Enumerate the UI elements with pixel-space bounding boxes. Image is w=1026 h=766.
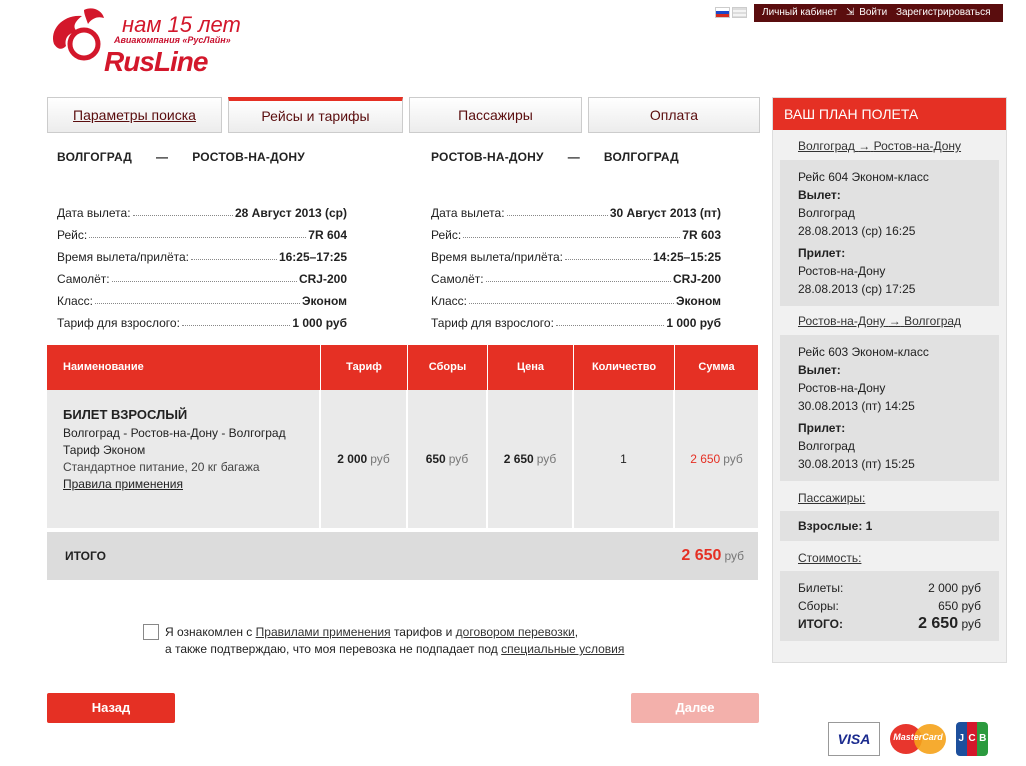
tab-flights-fares[interactable]: Рейсы и тарифы — [228, 97, 403, 133]
order-table — [47, 345, 758, 580]
login-icon: ⇲ — [846, 7, 855, 18]
detail-label: Тариф для взрослого: — [57, 316, 180, 330]
cost-total-label: ИТОГО: — [798, 617, 843, 631]
total-row — [47, 532, 758, 580]
detail-label: Класс: — [431, 294, 467, 308]
detail-value: 1 000 руб — [666, 316, 721, 330]
agreement-checkbox[interactable] — [143, 624, 159, 640]
step-tabs — [47, 97, 760, 133]
plan-leg2-link[interactable]: Ростов-на-Дону → Волгоград — [798, 314, 962, 328]
detail-row — [57, 242, 347, 264]
cost-row — [798, 579, 981, 597]
plan-passengers-link[interactable]: Пассажиры: — [798, 491, 866, 505]
cost-total-value: 2 650 — [918, 615, 959, 632]
outbound-flight-details — [57, 150, 347, 330]
agree-text-1: Я ознакомлен с — [165, 625, 253, 639]
detail-value: CRJ-200 — [298, 272, 347, 286]
russian-flag-icon[interactable] — [715, 7, 730, 18]
agreement — [143, 624, 624, 658]
detail-value: CRJ-200 — [672, 272, 721, 286]
leg-flight: Рейс 603 Эконом-класс — [798, 345, 929, 359]
detail-value: 14:25–15:25 — [652, 250, 721, 264]
table-header — [47, 345, 758, 390]
item-route: Волгоград - Ростов-на-Дону - Волгоград — [63, 426, 286, 440]
header-fees: Сборы — [408, 345, 488, 390]
sum-cell — [675, 390, 758, 528]
item-note: Стандартное питание, 20 кг багажа — [63, 460, 260, 474]
detail-label: Самолёт: — [431, 272, 484, 286]
price-value: 2 650 — [503, 452, 534, 466]
currency: руб — [448, 452, 469, 466]
return-flight-details — [431, 150, 721, 330]
agree-comma: , — [574, 625, 579, 639]
detail-label: Класс: — [57, 294, 93, 308]
dep-city: Волгоград — [798, 206, 855, 220]
detail-row — [431, 308, 721, 330]
item-description — [47, 390, 321, 528]
detail-label: Рейс: — [431, 228, 462, 242]
currency: руб — [723, 452, 743, 466]
detail-row — [431, 264, 721, 286]
route-dash: — — [567, 150, 580, 164]
dep-label: Вылет: — [798, 363, 841, 377]
register-link[interactable]: Зарегистрироваться — [895, 7, 991, 18]
cost-row — [798, 597, 981, 615]
plan-leg1-box — [780, 160, 999, 306]
total-label: ИТОГО — [65, 549, 106, 563]
dep-time: 28.08.2013 (ср) 16:25 — [798, 224, 916, 238]
quantity-value: 1 — [620, 452, 627, 466]
detail-value: 30 Август 2013 (пт) — [609, 206, 721, 220]
flight-plan-panel — [772, 97, 1007, 663]
fees-cell — [408, 390, 488, 528]
detail-label: Тариф для взрослого: — [431, 316, 554, 330]
detail-value: 28 Август 2013 (ср) — [234, 206, 347, 220]
back-button[interactable]: Назад — [47, 693, 175, 723]
jcb-icon — [956, 722, 988, 756]
dep-city: Ростов-на-Дону — [798, 381, 886, 395]
detail-label: Рейс: — [57, 228, 88, 242]
jcb-letter: C — [967, 722, 978, 756]
plan-title: ВАШ ПЛАН ПОЛЕТА — [773, 98, 1006, 130]
arr-city: Ростов-на-Дону — [798, 264, 886, 278]
total-value: 2 650 — [681, 547, 722, 564]
plan-leg1-link[interactable]: Волгоград → Ростов-на-Дону — [798, 139, 962, 153]
currency: руб — [536, 452, 557, 466]
contract-link[interactable]: договором перевозки — [455, 625, 575, 639]
brand-name: RusLine — [104, 46, 208, 77]
jcb-letter: B — [977, 722, 988, 756]
plan-passengers-box — [780, 511, 999, 541]
detail-row — [57, 198, 347, 220]
route-to: ВОЛГОГРАД — [603, 150, 679, 164]
visa-icon: VISA — [828, 722, 880, 756]
arrow-icon: → — [888, 314, 901, 328]
tab-search-params[interactable]: Параметры поиска — [47, 97, 222, 133]
header-name: Наименование — [47, 345, 321, 390]
leg-flight: Рейс 604 Эконом-класс — [798, 170, 929, 184]
quantity-cell — [574, 390, 675, 528]
arr-time: 28.08.2013 (ср) 17:25 — [798, 282, 916, 296]
dep-time: 30.08.2013 (пт) 14:25 — [798, 399, 915, 413]
currency: руб — [961, 617, 981, 631]
mastercard-label: MasterCard — [893, 732, 943, 742]
account-bar — [754, 4, 1003, 22]
header-price: Цена — [488, 345, 574, 390]
agree-text-3: а также подтверждаю, что моя перевозка не подпадает под — [165, 642, 498, 656]
currency: руб — [370, 452, 390, 466]
rules-link[interactable]: Правила применения — [63, 477, 183, 491]
plan-cost-box — [780, 571, 999, 641]
outbound-route — [57, 150, 347, 168]
route-to: РОСТОВ-НА-ДОНУ — [192, 150, 305, 164]
detail-row — [431, 220, 721, 242]
tab-payment[interactable]: Оплата — [588, 97, 760, 133]
tariff-cell — [321, 390, 408, 528]
sum-value: 2 650 — [690, 452, 721, 466]
detail-row — [431, 242, 721, 264]
detail-row — [57, 286, 347, 308]
detail-label: Дата вылета: — [57, 206, 131, 220]
plan-leg2-box — [780, 335, 999, 481]
cost-total-row — [798, 615, 981, 633]
dep-label: Вылет: — [798, 188, 841, 202]
cost-value: 650 руб — [938, 599, 981, 613]
arr-time: 30.08.2013 (пт) 15:25 — [798, 457, 915, 471]
detail-value: 7R 603 — [682, 228, 721, 242]
fees-value: 650 — [425, 452, 446, 466]
detail-value: Эконом — [675, 294, 721, 308]
detail-value: Эконом — [301, 294, 347, 308]
detail-label: Время вылета/прилёта: — [57, 250, 189, 264]
route-from: РОСТОВ-НА-ДОНУ — [431, 150, 544, 164]
company-subtitle: Авиакомпания «РусЛайн» — [114, 35, 231, 45]
route-dash: — — [156, 150, 169, 164]
anniversary-text: нам 15 лет — [122, 12, 241, 37]
jcb-letter: J — [956, 722, 967, 756]
arr-label: Прилет: — [798, 421, 846, 435]
cost-label: Сборы: — [798, 599, 839, 613]
route-from: ВОЛГОГРАД — [57, 150, 133, 164]
next-button[interactable]: Далее — [631, 693, 759, 723]
english-flag-icon[interactable] — [732, 7, 747, 18]
detail-row — [431, 286, 721, 308]
detail-value: 1 000 руб — [292, 316, 347, 330]
tab-passengers[interactable]: Пассажиры — [409, 97, 582, 133]
cost-value: 2 000 руб — [928, 581, 981, 595]
return-route — [431, 150, 721, 168]
item-title: БИЛЕТ ВЗРОСЛЫЙ — [63, 407, 188, 422]
agreement-text — [165, 624, 624, 658]
account-link[interactable]: Личный кабинет — [762, 7, 838, 18]
tariff-value: 2 000 — [337, 452, 368, 466]
detail-row — [57, 264, 347, 286]
detail-row — [431, 198, 721, 220]
currency: руб — [724, 549, 744, 563]
header-sum: Сумма — [698, 361, 735, 373]
passengers-count: Взрослые: 1 — [798, 519, 873, 533]
price-cell — [488, 390, 574, 528]
rules-link[interactable]: Правилами применения — [255, 625, 391, 639]
logo[interactable] — [44, 2, 244, 77]
detail-label: Самолёт: — [57, 272, 110, 286]
language-switch — [715, 7, 749, 21]
cost-label: Билеты: — [798, 581, 844, 595]
detail-row — [57, 220, 347, 242]
detail-label: Дата вылета: — [431, 206, 505, 220]
header-tariff: Тариф — [321, 345, 408, 390]
detail-value: 7R 604 — [308, 228, 347, 242]
plan-cost-link[interactable]: Стоимость: — [798, 551, 862, 565]
arrow-icon: → — [858, 139, 871, 153]
mastercard-icon — [890, 722, 946, 756]
arr-city: Волгоград — [798, 439, 855, 453]
table-row — [47, 390, 758, 530]
detail-row — [57, 308, 347, 330]
header-quantity: Количество — [574, 345, 675, 390]
detail-value: 16:25–17:25 — [278, 250, 347, 264]
detail-label: Время вылета/прилёта: — [431, 250, 563, 264]
arr-label: Прилет: — [798, 246, 846, 260]
agree-text-2: тарифов и — [393, 625, 453, 639]
item-tariff: Тариф Эконом — [63, 443, 146, 457]
special-conditions-link[interactable]: специальные условия — [501, 642, 625, 656]
login-link[interactable]: Войти — [859, 7, 888, 18]
